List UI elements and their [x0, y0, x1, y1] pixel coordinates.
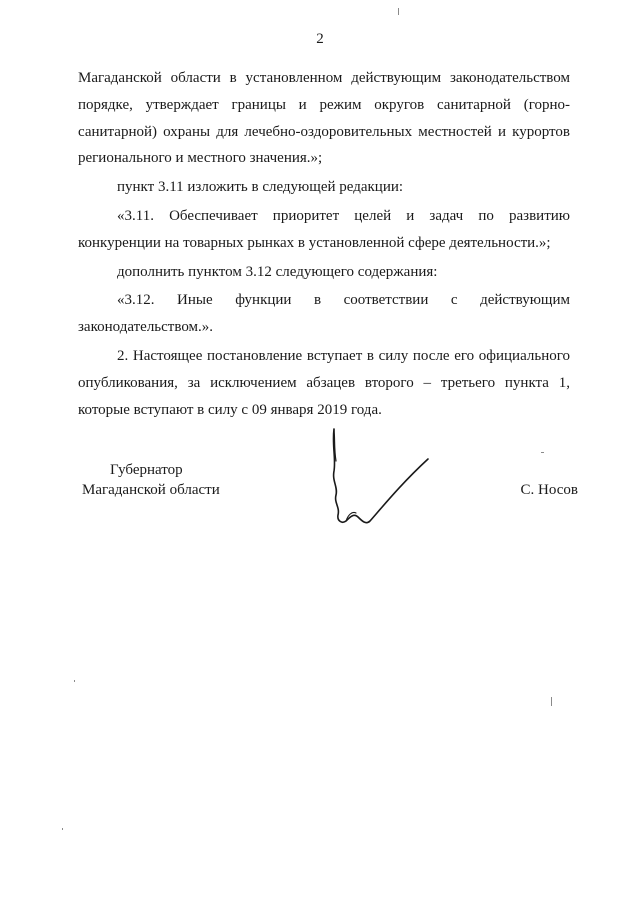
- signatory-name: С. Носов: [520, 482, 578, 498]
- scan-speck: [62, 828, 63, 830]
- page-number: 2: [316, 31, 324, 47]
- paragraph-effective-date: 2. Настоящее постановление вступает в силу после его официального опубликования, за исключением абзацев второго – третьего пункта 1, которые вступают в силу с 09 января 2019 года.: [78, 347, 570, 418]
- paragraph-clause-3-12: «3.12. Иные функции в соответствии с действующим законодательством.».: [78, 292, 570, 336]
- paragraph-continuation: Магаданской области в установленном действующим законодательством порядке, утверждает границы и режим округов санитарной (горно-санитарной) охраны для лечебно-оздоровительных местностей и курортов регионального и местного значения.»;: [78, 70, 570, 167]
- paragraph-add-3-12: дополнить пунктом 3.12 следующего содержания:: [117, 263, 438, 280]
- scan-speck: [551, 697, 552, 706]
- scan-speck: [74, 680, 75, 682]
- signatory-title: Губернатор: [110, 462, 183, 478]
- handwritten-signature-icon: [322, 425, 434, 535]
- paragraph-clause-3-11: «3.11. Обеспечивает приоритет целей и задач по развитию конкуренции на товарных рынках в установленной сфере деятельности.»;: [78, 207, 570, 251]
- scan-speck: [398, 8, 399, 15]
- document-body: [78, 65, 570, 423]
- scan-speck: [541, 452, 544, 453]
- paragraph-amend-3-11: пункт 3.11 изложить в следующей редакции:: [117, 179, 404, 196]
- signature-block: [0, 462, 640, 542]
- signatory-region: Магаданской области: [82, 482, 220, 498]
